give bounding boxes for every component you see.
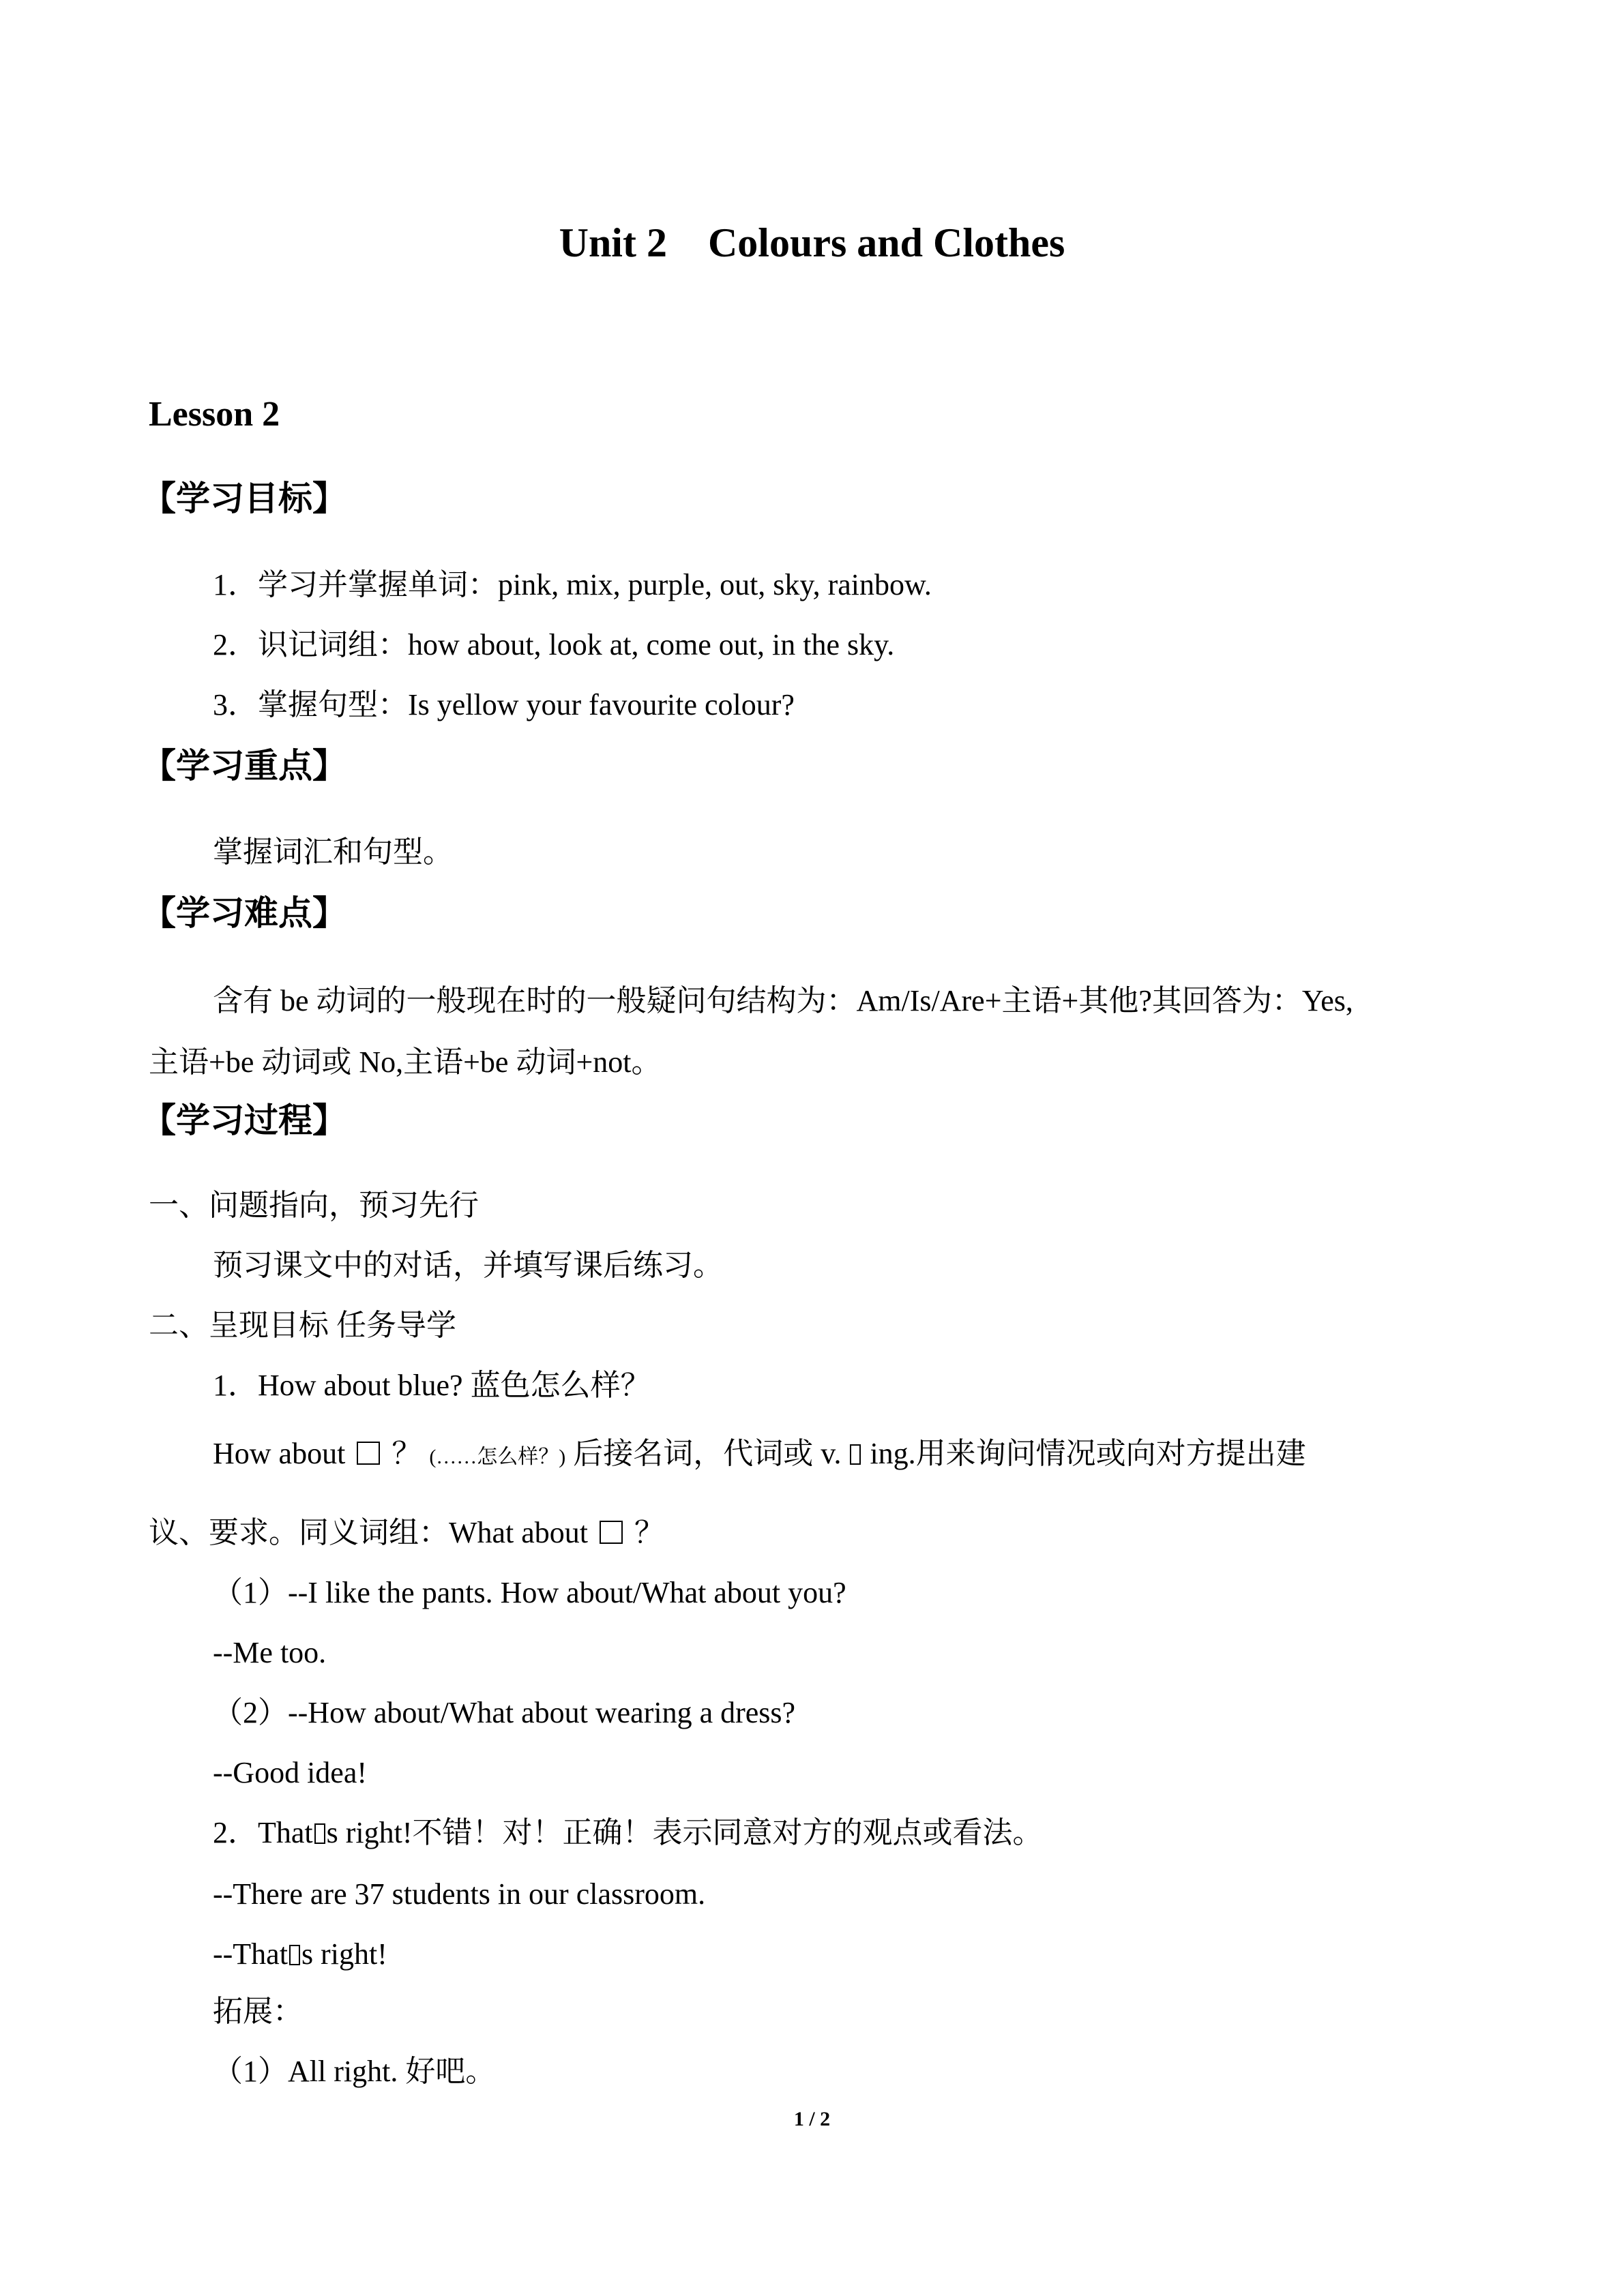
example-3-question: --There are 37 students in our classroom. — [213, 1877, 706, 1911]
placeholder-glyph — [850, 1444, 861, 1465]
page-number: 1 / 2 — [793, 2108, 831, 2130]
example-1-question: （1）--I like the pants. How about/What about you? — [213, 1576, 846, 1609]
extension-item-1: （1）All right. 好吧。 — [213, 2055, 496, 2088]
objective-1: 1．学习并掌握单词：pink, mix, purple, out, sky, rainbow. — [213, 568, 932, 601]
part2-heading: 二、呈现目标 任务导学 — [149, 1309, 456, 1342]
example-3-answer — [213, 1935, 387, 1973]
blank-box — [600, 1521, 623, 1544]
synonym-text: 议、要求。同义词组：What about — [149, 1516, 589, 1549]
key-point-text: 掌握词汇和句型。 — [213, 835, 453, 869]
how-about-text: How about — [213, 1437, 346, 1470]
objective-2: 2．识记词组：how about, look at, come out, in the sky. — [213, 628, 895, 661]
document-title: Unit 2 Colours and Clothes — [559, 220, 1065, 265]
difficulty-line-2: 主语+be 动词或 No,主语+be 动词+not。 — [149, 1045, 662, 1079]
item2-text-a: 2．That — [213, 1816, 313, 1849]
placeholder-glyph — [289, 1945, 300, 1965]
placeholder-glyph — [314, 1823, 325, 1844]
item1-how-about-blue: 1．How about blue? 蓝色怎么样？ — [213, 1369, 651, 1402]
section-process: 【学习过程】 — [142, 1101, 346, 1140]
difficulty-line-1: 含有 be 动词的一般现在时的一般疑问句结构为：Am/Is/Are+主语+其他?其回答为：Yes, — [213, 984, 1353, 1017]
meaning-note: (……怎么样？) — [429, 1446, 566, 1468]
part1-heading: 一、问题指向，预习先行 — [149, 1189, 479, 1222]
extension-label: 拓展： — [213, 1995, 303, 2028]
part1-text: 预习课文中的对话，并填写课后练习。 — [213, 1249, 723, 1282]
item2-thats-right — [213, 1814, 1043, 1852]
section-key-points: 【学习重点】 — [142, 746, 346, 786]
item2-text-b: s right!不错！对！正确！表示同意对方的观点或看法。 — [326, 1816, 1043, 1849]
question-mark: ？ — [392, 1437, 422, 1470]
example-1-answer: --Me too. — [213, 1636, 327, 1669]
question-mark: ？ — [634, 1516, 665, 1549]
example-2-question: （2）--How about/What about wearing a dress? — [213, 1696, 796, 1729]
objective-3: 3．掌握句型：Is yellow your favourite colour? — [213, 688, 795, 721]
example-2-answer: --Good idea! — [213, 1756, 368, 1789]
lesson-heading: Lesson 2 — [149, 395, 280, 434]
section-objectives: 【学习目标】 — [142, 479, 346, 518]
how-about-explanation-line2 — [149, 1514, 664, 1552]
follow-note: 后接名词，代词或 v. — [573, 1437, 842, 1470]
ex3-text-b: s right! — [301, 1937, 387, 1971]
blank-box — [357, 1442, 380, 1465]
usage-note: ing.用来询问情况或向对方提出建 — [870, 1437, 1306, 1470]
section-difficulties: 【学习难点】 — [142, 893, 346, 933]
ex3-text-a: --That — [213, 1937, 288, 1971]
how-about-explanation — [213, 1435, 1306, 1476]
